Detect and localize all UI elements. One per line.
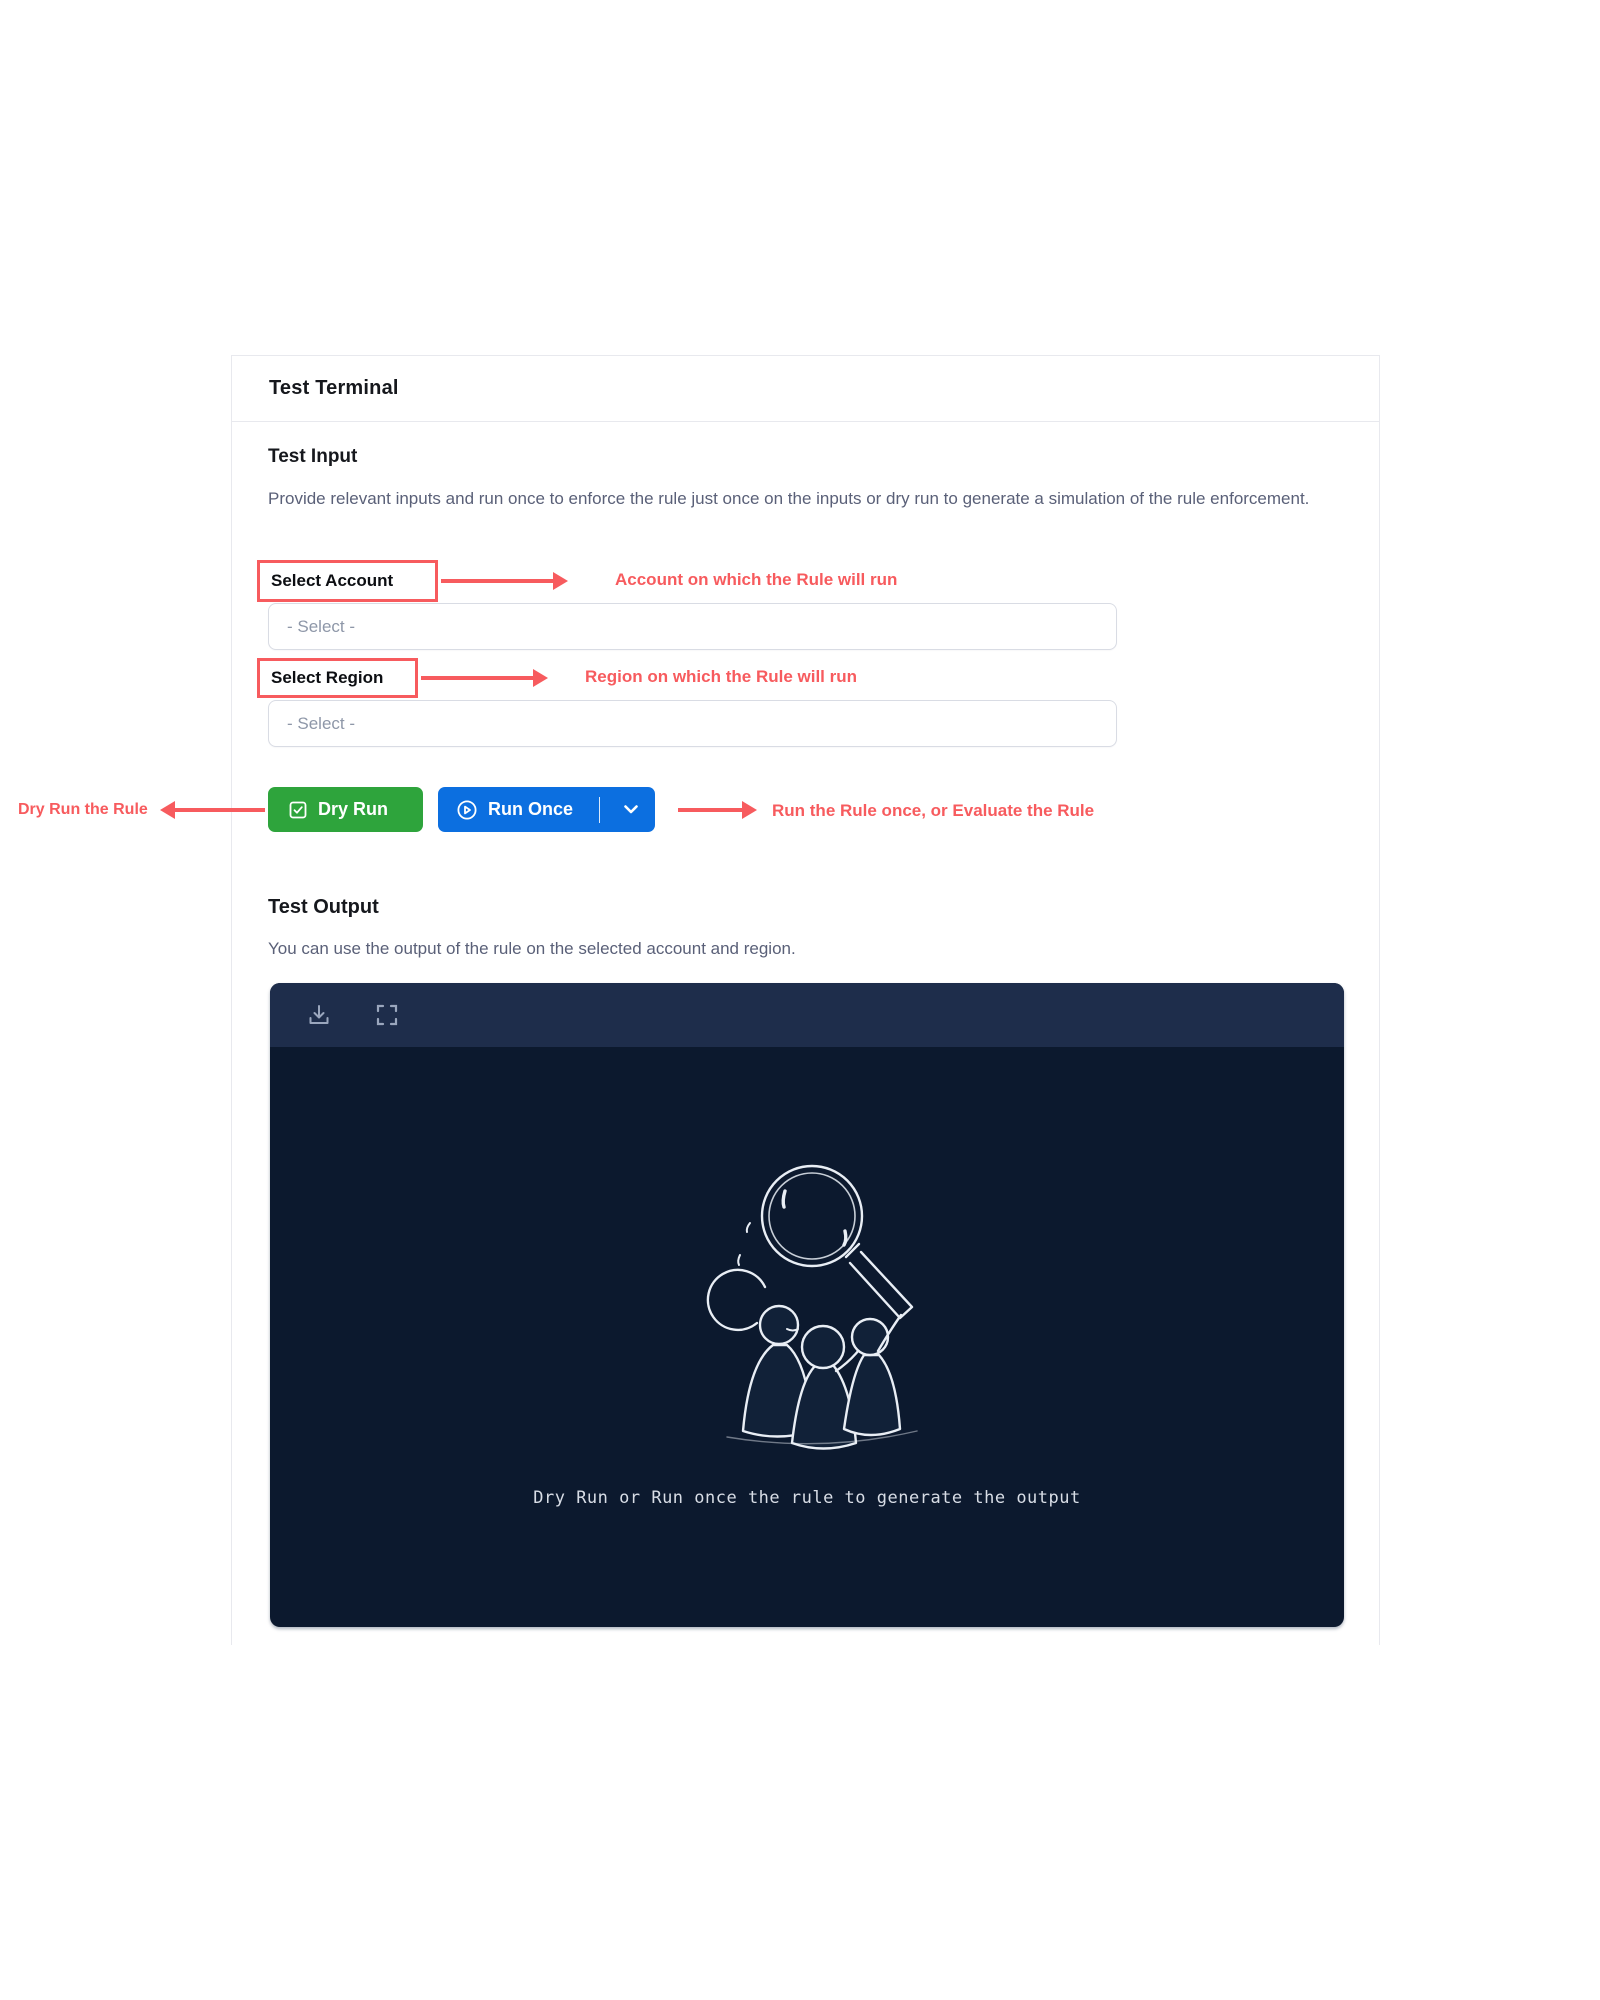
run-once-dropdown-toggle[interactable] (610, 787, 654, 832)
checkbox-check-icon (288, 800, 308, 820)
select-region-label: Select Region (271, 668, 384, 687)
region-annotation-arrow (421, 669, 548, 687)
account-select-placeholder: - Select - (287, 616, 356, 636)
test-output-description: You can use the output of the rule on the selected account and region. (268, 939, 796, 958)
run-once-annotation: Run the Rule once, or Evaluate the Rule (772, 801, 1095, 820)
test-input-heading: Test Input (268, 446, 358, 467)
run-once-button-label: Run Once (488, 799, 574, 819)
run-once-button[interactable] (438, 787, 655, 832)
select-account-label-box (257, 560, 438, 602)
region-select-placeholder: - Select - (287, 713, 356, 733)
dry-run-button[interactable] (268, 787, 423, 832)
test-output-terminal (270, 983, 1344, 1627)
select-region-label-box (257, 658, 418, 698)
empty-state-illustration (607, 1111, 1007, 1461)
panel-title: Test Terminal (269, 377, 399, 399)
fullscreen-icon[interactable] (374, 1002, 400, 1028)
panel-header (232, 356, 1379, 422)
account-annotation: Account on which the Rule will run (615, 570, 898, 589)
terminal-toolbar (270, 983, 1344, 1047)
test-output-heading: Test Output (268, 896, 379, 918)
terminal-empty-message: Dry Run or Run once the rule to generate the output (533, 1488, 1081, 1508)
play-circle-icon (456, 799, 478, 821)
dry-run-annotation-arrow (160, 801, 265, 819)
dry-run-button-label: Dry Run (318, 799, 389, 819)
select-account-label: Select Account (271, 571, 394, 590)
run-once-annotation-arrow (678, 801, 757, 819)
account-select[interactable] (268, 603, 1117, 650)
test-input-description: Provide relevant inputs and run once to enforce the rule just once on the inputs or dry run to generate a simulation of the rule enforcement. (268, 489, 1310, 508)
button-divider (599, 797, 600, 823)
account-annotation-arrow (441, 572, 568, 590)
region-select[interactable] (268, 700, 1117, 747)
region-annotation: Region on which the Rule will run (585, 667, 857, 686)
dry-run-annotation: Dry Run the Rule (18, 801, 148, 818)
chevron-down-icon (624, 805, 638, 814)
download-icon[interactable] (306, 1002, 332, 1028)
